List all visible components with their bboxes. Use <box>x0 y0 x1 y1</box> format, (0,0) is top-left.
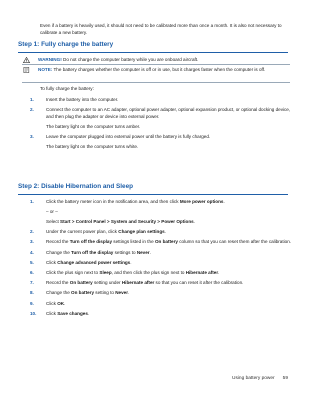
item-number: 8. <box>30 290 34 296</box>
item-text-bold: On battery <box>69 280 93 286</box>
list-item <box>30 259 292 266</box>
item-text-pre: Click the battery meter icon in the notification area, and then click <box>46 199 180 204</box>
item-text-bold2: Never <box>136 249 150 255</box>
list-item <box>30 238 292 245</box>
step1-heading: Step 1: Fully charge the battery <box>18 41 114 48</box>
step1-lead: To fully charge the battery: <box>40 86 94 91</box>
item-alt-post: . <box>193 219 195 224</box>
item-text-pre: Click the plus sign next to <box>46 269 100 275</box>
item-text-bold: Change advanced power settings <box>57 259 131 265</box>
item-number: 1. <box>30 199 34 204</box>
item-text-mid: settings listed in the <box>112 239 155 245</box>
item-number: 9. <box>30 300 34 306</box>
list-item <box>30 279 292 286</box>
item-subtext: The battery light on the computer turns white. <box>46 144 139 150</box>
item-text-mid: setting to <box>94 290 116 296</box>
item-text-pre: Change the <box>46 290 72 296</box>
warning-text: Do not charge the computer battery while you are onboard aircraft. <box>63 57 199 62</box>
item-number: 5. <box>30 259 34 265</box>
list-item <box>30 133 292 150</box>
item-text-pre: Change the <box>46 249 72 255</box>
item-text-bold: Turn off the display <box>71 249 114 255</box>
item-number: 3. <box>30 239 34 245</box>
item-text-bold: Turn off the display <box>69 239 113 245</box>
item-subtext: The battery light on the computer turns amber. <box>46 124 141 130</box>
item-text-bold: More power options <box>179 199 224 204</box>
list-item <box>30 249 292 256</box>
item-text-mid: , and then click the plus sign next to <box>111 269 186 275</box>
item-text-post: . <box>87 310 90 316</box>
item-number: 1. <box>30 97 34 102</box>
item-number: 7. <box>30 280 34 286</box>
item-text-mid: setting under <box>92 280 122 286</box>
item-text-post: so that you can reset it after the calibration. <box>154 280 244 286</box>
item-text-post: . <box>164 229 167 235</box>
list-item <box>30 106 292 130</box>
step2-heading: Step 2: Disable Hibernation and Sleep <box>18 183 134 190</box>
list-item <box>30 228 292 235</box>
item-text-post: . <box>128 290 130 296</box>
note-label: NOTE: <box>38 67 53 72</box>
item-number: 10. <box>30 310 37 316</box>
item-text: Insert the battery into the computer. <box>46 97 119 102</box>
list-item <box>30 269 292 276</box>
item-text-post: . <box>223 199 225 204</box>
item-text-pre: Click <box>46 259 58 265</box>
divider <box>22 64 290 65</box>
page-footer <box>232 376 288 381</box>
item-number: 2. <box>30 107 34 113</box>
item-text-mid: settings to <box>113 249 137 255</box>
item-text-bold2: Hibernate after <box>185 269 219 275</box>
item-text: Leave the computer plugged into external power until the battery is fully charged. <box>46 134 211 140</box>
item-text-post: . <box>130 259 132 265</box>
item-text-post: . <box>218 269 220 275</box>
item-text-pre: Click <box>46 300 58 306</box>
item-number: 6. <box>30 269 34 275</box>
item-text-bold: Change plan settings <box>118 229 165 235</box>
item-alt <box>46 218 292 225</box>
item-text-pre: Under the current power plan, click <box>46 229 119 235</box>
item-number: 3. <box>30 134 34 140</box>
item-text: Connect the computer to an AC adapter, optional power adapter, optional expansion product, or optional docking device, and then plug the adapter or device into external power. <box>46 107 291 120</box>
item-text-pre: Record the <box>46 239 70 245</box>
item-text-bold: Save changes <box>57 310 88 316</box>
item-text-bold: On battery <box>71 290 95 296</box>
item-number: 2. <box>30 229 34 235</box>
step2-heading-rule <box>18 194 288 195</box>
item-text-pre: Click <box>46 310 58 316</box>
list-item <box>30 96 292 103</box>
item-text-bold2: Hibernate after <box>121 280 155 286</box>
item-text-bold2: Never <box>115 290 128 296</box>
item-text-bold: OK <box>57 300 65 306</box>
step2-list <box>30 198 292 320</box>
warning-triangle-icon <box>22 57 31 63</box>
list-item <box>30 198 292 225</box>
note-paper-icon <box>22 67 31 73</box>
page-number: 59 <box>282 376 288 381</box>
note-text: The battery charges whether the computer is off or in use, but it charges faster when the computer is off. <box>53 67 266 72</box>
item-text-bold: Sleep <box>99 269 112 275</box>
item-number: 4. <box>30 249 34 255</box>
list-item <box>30 300 292 307</box>
item-alt-pre: Select <box>46 219 61 224</box>
step1-heading-rule <box>18 52 288 53</box>
intro-paragraph: Even if a battery is heavily used, it should not need to be calibrated more than once a month. It is also not necessary to calibrate a new battery. <box>40 23 282 35</box>
list-item <box>30 289 292 296</box>
item-alt-bold: Start > Control Panel > System and Security > Power Options <box>60 219 194 224</box>
item-text-post: column so that you can reset them after the calibration. <box>177 239 292 245</box>
divider <box>22 82 290 83</box>
footer-section-title: Using battery power <box>231 376 275 381</box>
list-item <box>30 310 292 317</box>
warning-label: WARNING! <box>38 57 62 62</box>
item-text-pre: Record the <box>46 280 70 286</box>
item-text-post: . <box>149 249 151 255</box>
item-or: – or – <box>46 209 58 214</box>
step1-list <box>30 96 292 154</box>
item-text-bold2: On battery <box>154 239 178 245</box>
item-text-post: . <box>64 300 66 306</box>
